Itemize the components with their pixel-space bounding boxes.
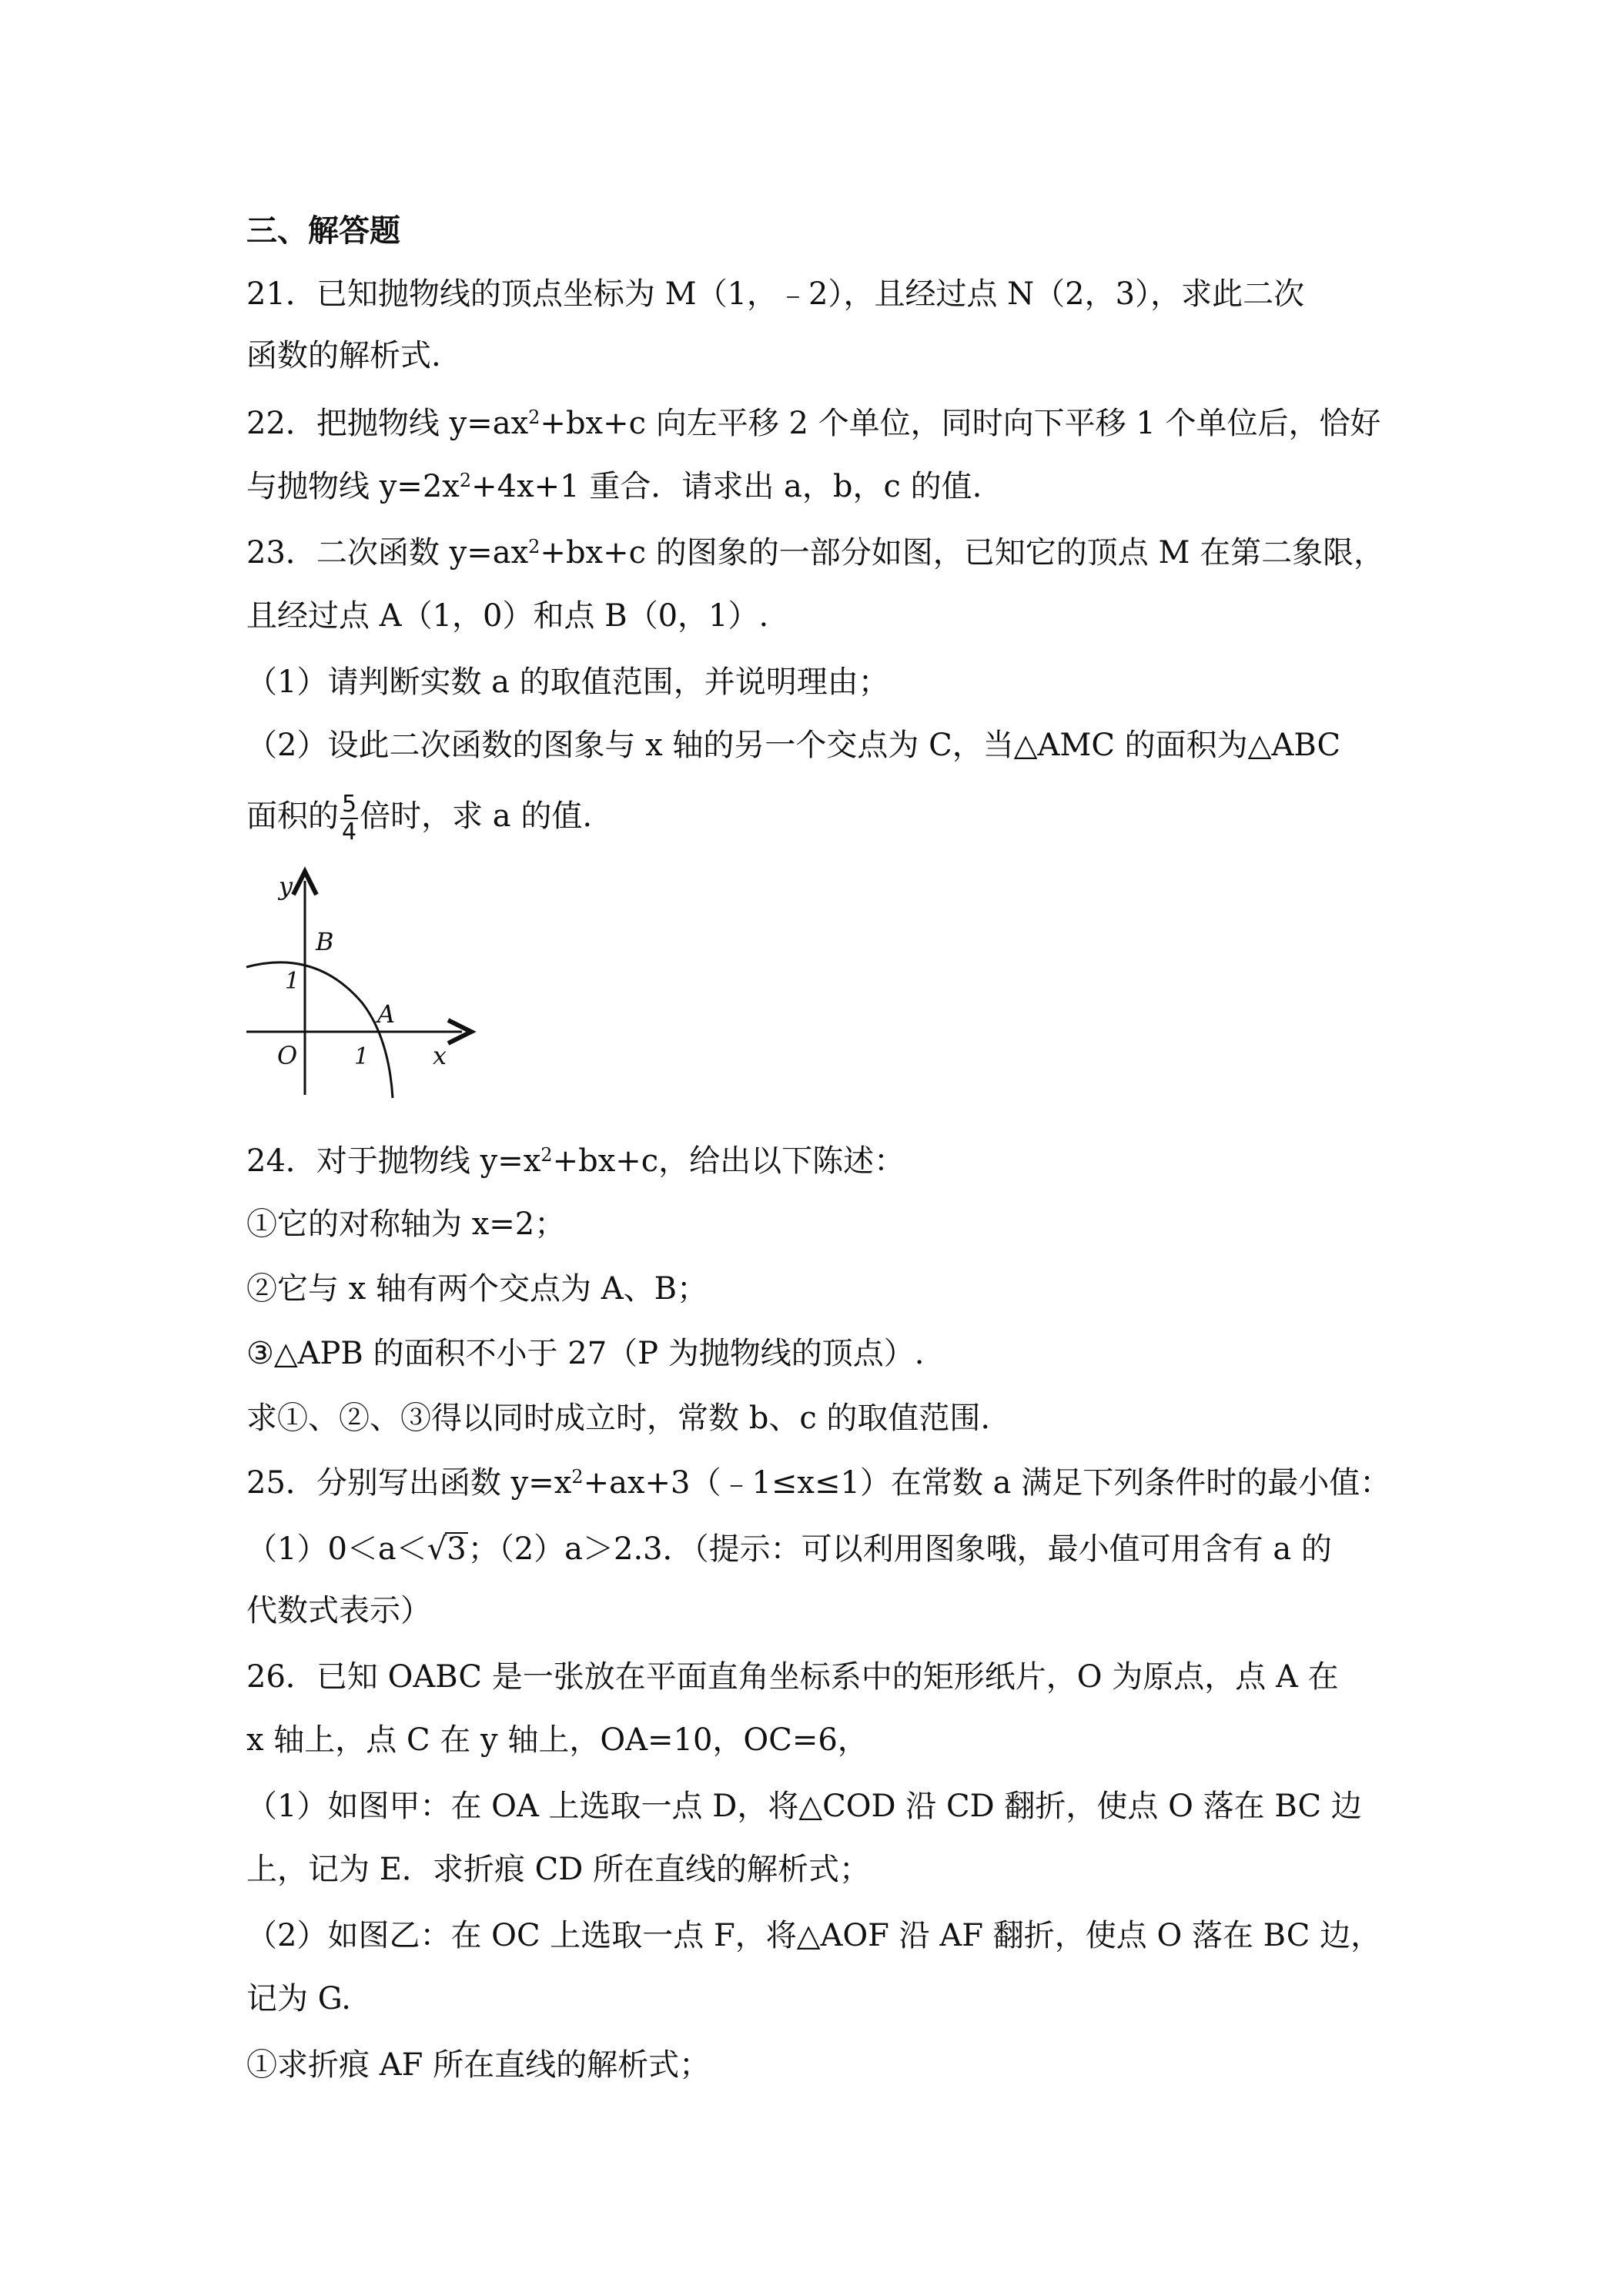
q24-item3: ③△APB 的面积不小于 27（P 为抛物线的顶点）. [246, 1336, 925, 1371]
q22-line1: 22．把抛物线 $y=ax^2+bx+c$ 向左平移 2 个单位，同时向下平移 1 个单位后，恰好 [246, 406, 1381, 441]
q23-line2: 且经过点 A（1，0）和点 B（0，1）. [246, 598, 769, 634]
parabola-figure [231, 864, 477, 1103]
q26-sub1: ①求折痕 AF 所在直线的解析式； [246, 2047, 711, 2083]
section-title: 三、解答题 [246, 213, 400, 249]
y-tick-1: 1 [285, 968, 300, 995]
q22-line2: 与抛物线 $y=2x^2+4x+1$ 重合．请求出 a，b，c 的值. [246, 469, 982, 504]
origin-label: O [277, 1041, 298, 1070]
q26-line1: 26．已知 OABC 是一张放在平面直角坐标系中的矩形纸片，O 为原点，点 A 在 [246, 1659, 1339, 1695]
q23-part1: （1）请判断实数 a 的取值范围，并说明理由； [246, 664, 889, 700]
q25-line3: 代数式表示） [246, 1593, 431, 1628]
q21-line2: 函数的解析式. [246, 338, 441, 373]
point-a-label: A [377, 999, 396, 1029]
parabola-curve [246, 962, 396, 1098]
point-b-label: B [316, 927, 334, 956]
q24-ask: 求①、②、③得以同时成立时，常数 b、c 的取值范围. [246, 1401, 991, 1436]
q23-part2: （2）设此二次函数的图象与 x 轴的另一个交点为 C，当△AMC 的面积为△ABC [246, 728, 1341, 763]
q26-part2b: 记为 G. [246, 1981, 351, 2017]
q26-part1a: （1）如图甲：在 OA 上选取一点 D，将△COD 沿 CD 翻折，使点 O 落在 BC 边 [246, 1789, 1362, 1824]
q24-line1: 24．对于抛物线 $y=x^2+bx+c$，给出以下陈述： [246, 1143, 905, 1179]
x-tick-1: 1 [354, 1043, 370, 1070]
q24-item1: ①它的对称轴为 x=2； [246, 1207, 566, 1242]
y-label: y [279, 872, 293, 901]
q24-item2: ②它与 x 轴有两个交点为 A、B； [246, 1271, 708, 1307]
q21-line1: 21．已知抛物线的顶点坐标为 M（1，﹣2），且经过点 N（2，3），求此二次 [246, 276, 1305, 312]
q25-line1: 25．分别写出函数 $y=x^2+ax+3(﹣1\le x\le 1)$在常数 a 满足下列条件时的最小值： [246, 1465, 1391, 1501]
q26-part1b: 上，记为 E．求折痕 CD 所在直线的解析式； [246, 1852, 871, 1887]
x-label: x [433, 1041, 447, 1070]
q23-part2b: 面积的 $\frac{5}{4}$ 倍时，求 a 的值. [246, 791, 593, 845]
sqrt-three: √3 [427, 1531, 467, 1567]
q23-line1: 23．二次函数 $y=ax^2+bx+c$ 的图象的一部分如图，已知它的顶点 M 在第二象限， [246, 535, 1385, 571]
q26-part2a: （2）如图乙：在 OC 上选取一点 F，将△AOF 沿 AF 翻折，使点 O 落在 BC 边， [246, 1918, 1382, 1953]
fraction-five-fourths: $\frac{5}{4}$ [342, 791, 357, 845]
q25-line2: （1）0＜a＜√3；（2）a＞2.3．（提示：可以利用图象哦，最小值可用含有 a 的 [246, 1531, 1332, 1567]
q26-line2: x 轴上，点 C 在 y 轴上，OA=10，OC=6， [246, 1722, 868, 1758]
